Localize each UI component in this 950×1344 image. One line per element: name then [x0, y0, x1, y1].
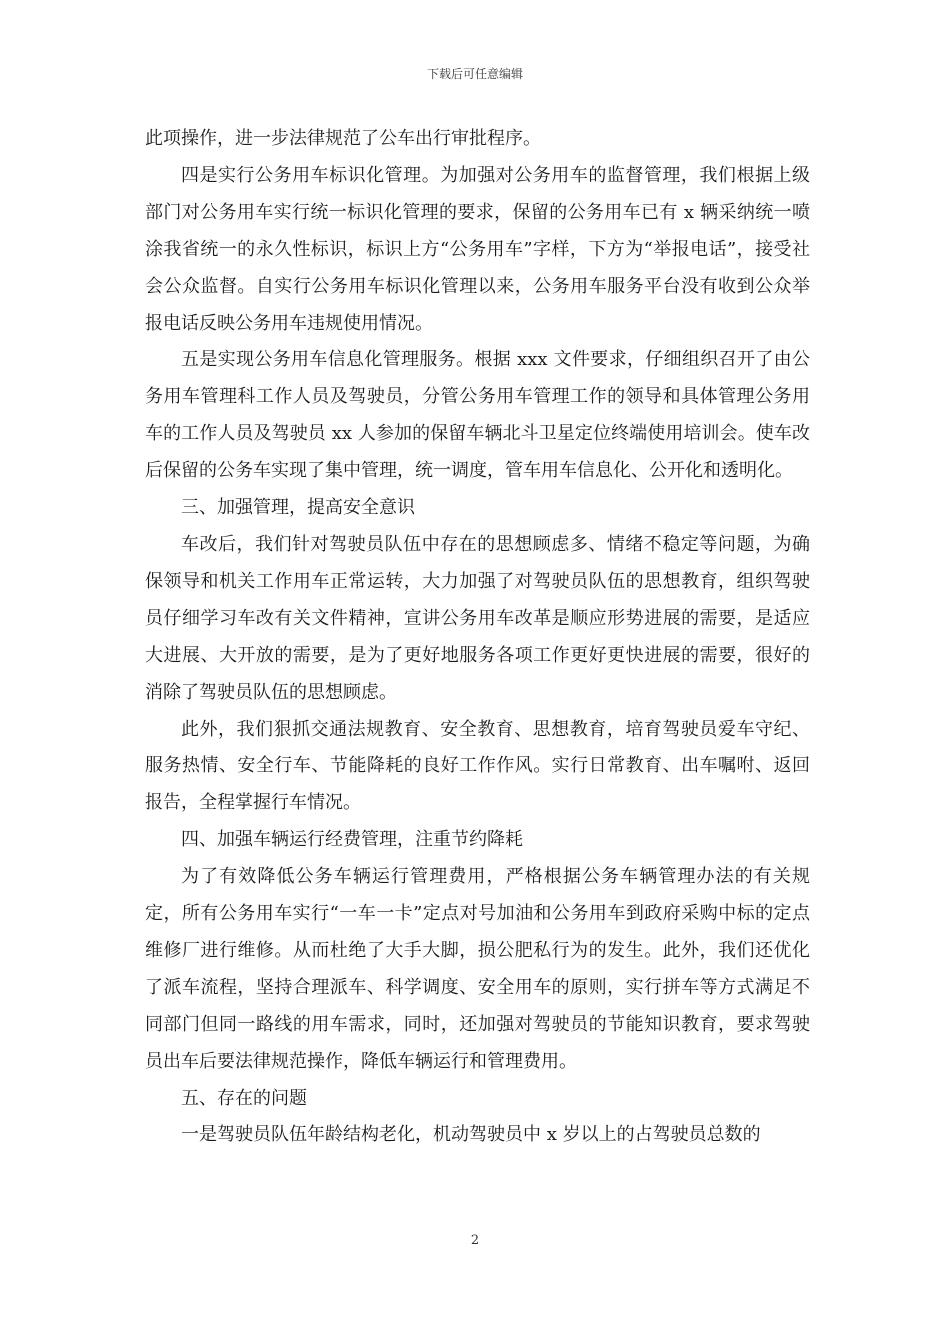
page-number: 2 [470, 1233, 480, 1248]
page-header: 下载后可任意编辑 [426, 67, 523, 81]
paragraph-traffic-education: 此外，我们狠抓交通法规教育、安全教育、思想教育，培育驾驶员爱车守纪、服务热情、安全行车、节能降耗的良好工作作风。实行日常教育、出车嘱咐、返回报告，全程掌握行车情况。 [145, 718, 810, 814]
document-body [145, 121, 810, 1154]
paragraph-continuation: 此项操作，进一步法律规范了公车出行审批程序。 [145, 128, 541, 149]
paragraph-informatization: 五是实现公务用车信息化管理服务。根据 xxx 文件要求，仔细组织召开了由公务用车管理科工作人员及驾驶员，分管公务用车管理工作的领导和具体管理公务用车的工作人员及驾驶员 xx 人参加的保留车辆北斗卫星定位终端使用培训会。使车改后保留的公务车实现了集中管理，统一调度，管车用车信息化、公开化和透明化。 [145, 349, 810, 482]
paragraph-problem-one: 一是驾驶员队伍年龄结构老化，机动驾驶员中 x 岁以上的占驾驶员总数的 [181, 1124, 761, 1146]
section-heading-problems: 五、存在的问题 [181, 1087, 307, 1109]
paragraph-driver-education: 车改后，我们针对驾驶员队伍中存在的思想顾虑多、情绪不稳定等问题，为确保领导和机关工作用车正常运转，大力加强了对驾驶员队伍的思想教育，组织驾驶员仔细学习车改有关文件精神，宣讲公务用车改革是顺应形势进展的需要，是适应大进展、大开放的需要，是为了更好地服务各项工作更好更快进展的需要，很好的消除了驾驶员队伍的思想顾虑。 [145, 533, 810, 703]
paragraph-vehicle-marking: 四是实行公务用车标识化管理。为加强对公务用车的监督管理，我们根据上级部门对公务用车实行统一标识化管理的要求，保留的公务用车已有 x 辆采纳统一喷涂我省统一的永久性标识，标识上方“公务用车”字样，下方为“举报电话”，接受社会公众监督。自实行公务用车标识化管理以来，公务用车服务平台没有收到公众举报电话反映公务用车违规使用情况。 [145, 164, 810, 334]
paragraph-cost-management: 为了有效降低公务车辆运行管理费用，严格根据公务车辆管理办法的有关规定，所有公务用车实行“一车一卡”定点对号加油和公务用车到政府采购中标的定点维修厂进行维修。从而杜绝了大手大脚，损公肥私行为的发生。此外，我们还优化了派车流程，坚持合理派车、科学调度、安全用车的原则，实行拼车等方式满足不同部门但同一路线的用车需求，同时，还加强对驾驶员的节能知识教育，要求驾驶员出车后要法律规范操作，降低车辆运行和管理费用。 [145, 866, 810, 1072]
section-heading-cost: 四、加强车辆运行经费管理，注重节约降耗 [181, 829, 523, 851]
section-heading-safety: 三、加强管理，提高安全意识 [181, 497, 415, 519]
